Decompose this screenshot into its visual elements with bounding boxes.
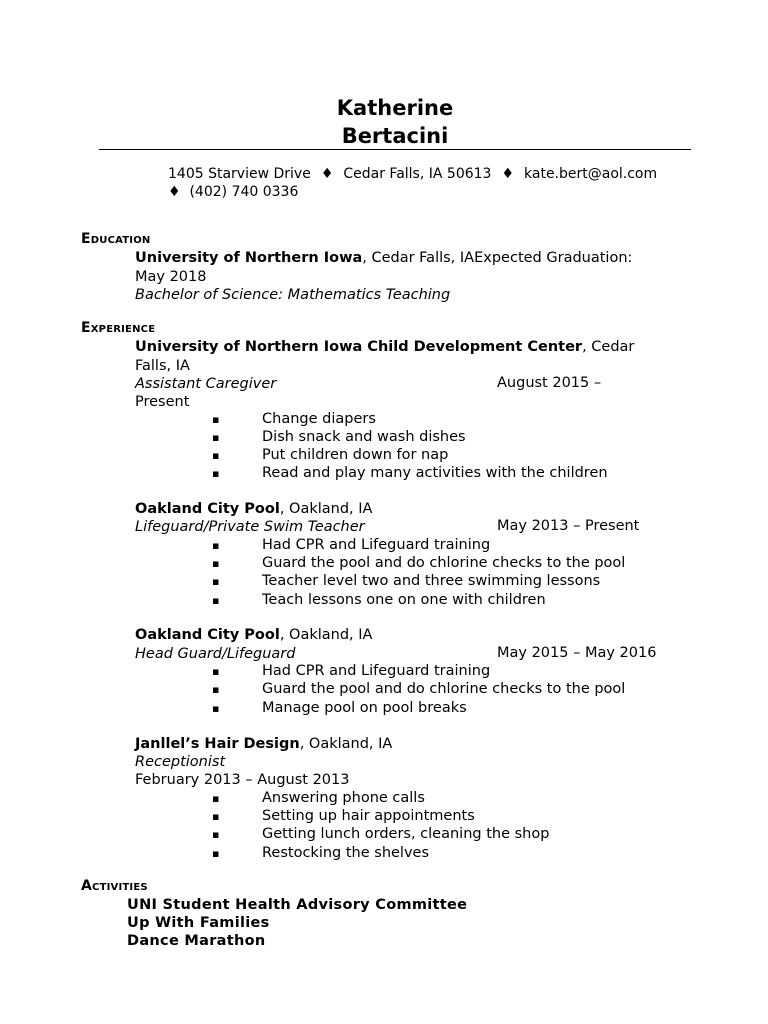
job-org-line [135, 338, 634, 356]
bullet-icon: ▪ [212, 792, 220, 805]
job-location: , Oakland, IA [279, 627, 373, 643]
job-title: Head Guard/Lifeguard [135, 646, 296, 662]
job-duty: Restocking the shelves [262, 845, 430, 861]
job-org: Oakland City Pool [135, 501, 280, 517]
bullet-icon: ▪ [212, 467, 220, 480]
job-duty: Manage pool on pool breaks [262, 700, 467, 716]
job-org-line [135, 500, 372, 518]
diamond-icon: ♦ [320, 166, 334, 182]
job-duty: Guard the pool and do chlorine checks to the pool [262, 555, 626, 571]
degree: Bachelor of Science: Mathematics Teaching [135, 287, 451, 303]
job-dates: May 2015 – May 2016 [497, 645, 657, 661]
job-duty: Read and play many activities with the children [262, 465, 608, 481]
job-duty: Had CPR and Lifeguard training [262, 537, 491, 553]
contact-info [168, 165, 688, 201]
activity-item: Dance Marathon [127, 933, 266, 949]
bullet-icon: ▪ [212, 557, 220, 570]
activity-item: UNI Student Health Advisory Committee [127, 897, 468, 913]
job-duty: Setting up hair appointments [262, 808, 475, 824]
job-location: , Oakland, IA [279, 501, 373, 517]
job-duty: Put children down for nap [262, 447, 449, 463]
header-divider [99, 149, 691, 150]
education-school-line [135, 249, 632, 267]
job-duty: Answering phone calls [262, 790, 425, 806]
name-heading [100, 94, 690, 150]
activity-item: Up With Families [127, 915, 270, 931]
city-state: Cedar Falls, IA 50613 [343, 166, 492, 182]
bullet-icon: ▪ [212, 810, 220, 823]
experience-heading: Experience [81, 320, 156, 336]
bullet-icon: ▪ [212, 828, 220, 841]
job-dates: August 2015 – [497, 375, 602, 391]
bullet-icon: ▪ [212, 431, 220, 444]
job-dates-cont: Present [135, 394, 190, 410]
bullet-icon: ▪ [212, 847, 220, 860]
job-title: Assistant Caregiver [135, 376, 277, 392]
job-title: Lifeguard/Private Swim Teacher [135, 519, 365, 535]
job-org: Janllel’s Hair Design [135, 736, 300, 752]
job-org-line [135, 626, 372, 644]
job-duty: Getting lunch orders, cleaning the shop [262, 826, 550, 842]
job-location-cont: Falls, IA [135, 358, 190, 374]
job-org: Oakland City Pool [135, 627, 280, 643]
first-name: Katherine [336, 96, 454, 120]
job-duty: Change diapers [262, 411, 376, 427]
job-duty: Guard the pool and do chlorine checks to the pool [262, 681, 626, 697]
graduation-date: May 2018 [135, 269, 207, 285]
job-duty: Teach lessons one on one with children [262, 592, 546, 608]
job-org: University of Northern Iowa Child Development Center [135, 339, 583, 355]
school-location: , Cedar Falls, IA [362, 250, 475, 266]
email: kate.bert@aol.com [524, 166, 658, 182]
school-name: University of Northern Iowa [135, 250, 363, 266]
bullet-icon: ▪ [212, 665, 220, 678]
diamond-icon: ♦ [168, 184, 181, 200]
graduation-label: Expected Graduation: [474, 250, 633, 266]
bullet-icon: ▪ [212, 575, 220, 588]
job-location: , Oakland, IA [299, 736, 393, 752]
job-title: Receptionist [135, 754, 226, 770]
education-heading: Education [81, 231, 151, 247]
bullet-icon: ▪ [212, 683, 220, 696]
bullet-icon: ▪ [212, 594, 220, 607]
bullet-icon: ▪ [212, 702, 220, 715]
last-name: Bertacini [341, 124, 449, 148]
bullet-icon: ▪ [212, 539, 220, 552]
job-duty: Had CPR and Lifeguard training [262, 663, 491, 679]
job-duty: Dish snack and wash dishes [262, 429, 466, 445]
phone: (402) 740 0336 [189, 184, 299, 200]
bullet-icon: ▪ [212, 413, 220, 426]
job-org-line [135, 735, 392, 753]
job-dates: May 2013 – Present [497, 518, 640, 534]
job-location: , Cedar [582, 339, 635, 355]
bullet-icon: ▪ [212, 449, 220, 462]
activities-heading: Activities [81, 878, 148, 894]
job-duty: Teacher level two and three swimming lessons [262, 573, 601, 589]
address: 1405 Starview Drive [168, 166, 311, 182]
diamond-icon: ♦ [501, 166, 515, 182]
job-dates: February 2013 – August 2013 [135, 772, 350, 788]
